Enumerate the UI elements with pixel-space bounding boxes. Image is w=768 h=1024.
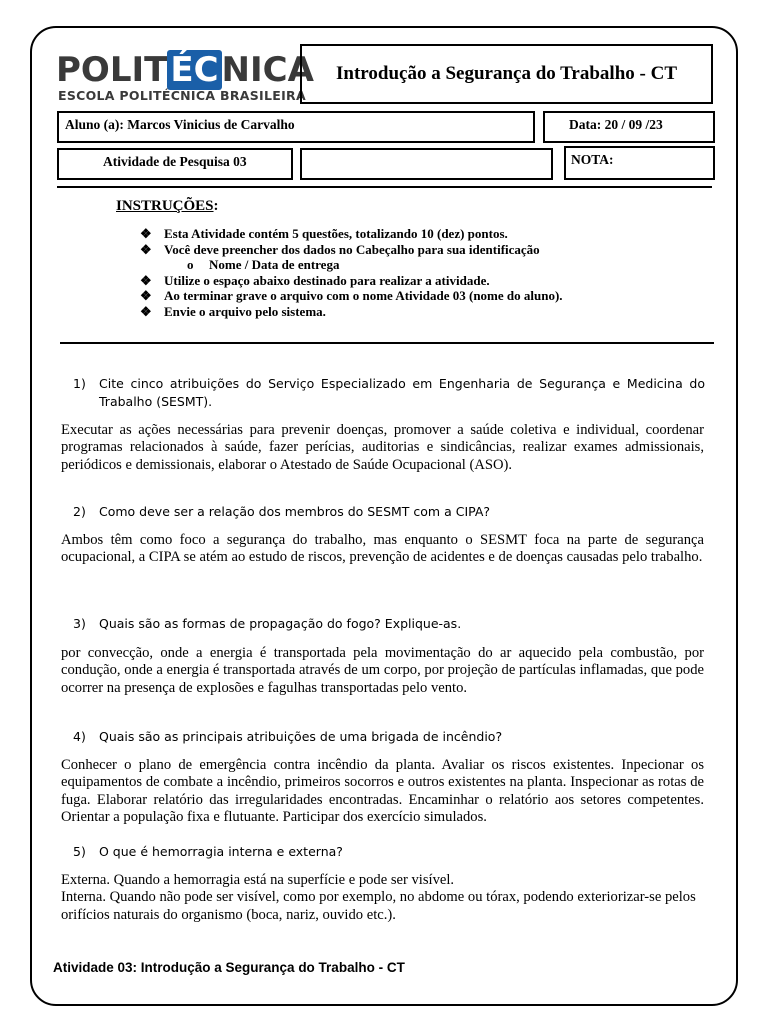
answer-line: Externa. Quando a hemorragia está na superfície e pode ser visível. [61,872,455,888]
question-4 [73,728,705,746]
answer-4: Conhecer o plano de emergência contra incêndio da planta. Avaliar os riscos existentes. Inpecionar os equipamentos de combate a incêndio, primeiros socorros e outros existentes na planta. Inspecionar as rotas de fuga. Elaborar relatório das irregularidades encontradas. Encaminhar o relatório aos setores competentes. Orientar a população fixa e flutuante. Participar dos exercício simulados. [61,757,704,826]
question-text: Como deve ser a relação dos membros do SESMT com a CIPA? [99,504,491,519]
question-number: 3) [73,616,86,631]
circle-bullet-icon: o [187,257,194,273]
question-number: 2) [73,504,86,519]
list-item: ❖ Utilize o espaço abaixo destinado para realizar a atividade. [140,272,490,288]
list-item: ❖ Ao terminar grave o arquivo com o nome Atividade 03 (nome do aluno). [140,288,563,304]
answer-5 [61,872,704,924]
logo-wordmark: POLITÉCNICA [56,50,314,90]
divider-bottom [60,342,714,344]
diamond-bullet-icon: ❖ [140,272,152,288]
question-text: Quais são as principais atribuições de uma brigada de incêndio? [99,729,503,744]
list-item: ❖ Você deve preencher dos dados no Cabeçalho para sua identificação [140,241,540,257]
list-subitem: o Nome / Data de entrega [187,257,340,273]
question-number: 4) [73,729,86,744]
activity-label: Atividade de Pesquisa 03 [57,148,293,180]
question-5 [73,843,705,861]
logo-subtitle: ESCOLA POLITÉCNICA BRASILEIRA [58,88,306,103]
list-item: ❖ Esta Atividade contém 5 questões, totalizando 10 (dez) pontos. [140,226,508,241]
date-field: Data: 20 / 09 /23 [543,111,715,143]
document-title: Introdução a Segurança do Trabalho - CT [300,44,713,104]
question-text: Quais são as formas de propagação do fogo? Explique-as. [99,616,462,631]
instructions-list [140,226,563,320]
question-text: Cite cinco atribuições do Serviço Especializado em Engenharia de Segurança e Medicina do Trabalho (SESMT). [99,376,705,409]
answer-3: por convecção, onde a energia é transportada pela movimentação do ar aquecido pela combustão, por condução, onde a energia é transportada através de um corpo, por projeção de partículas inflamadas, que pode ocorrer na presença de explosões e fagulhas transportadas pelo vento. [61,645,704,696]
diamond-bullet-icon: ❖ [140,226,152,241]
page-footer: Atividade 03: Introdução a Segurança do Trabalho - CT [53,960,405,975]
question-number: 1) [73,376,86,391]
question-number: 5) [73,844,86,859]
list-item: ❖ Envie o arquivo pelo sistema. [140,303,326,319]
diamond-bullet-icon: ❖ [140,288,152,304]
blank-field [300,148,553,180]
question-2 [73,503,705,521]
answer-line: Interna. Quando não pode ser visível, como por exemplo, no abdome ou tórax, podendo exteriorizar-se pelos orifícios naturais do organismo (boca, nariz, ouvido etc.). [61,889,696,923]
question-text: O que é hemorragia interna e externa? [99,844,343,859]
politecnica-logo [56,50,314,106]
answer-1: Executar as ações necessárias para prevenir doenças, promover a saúde coletiva e individual, coordenar programas relacionados à saúde, fazer perícias, auditorias e sindicâncias, realizar exames admissionais, periódicos e demissionais, elaborar o Atestado de Saúde Ocupacional (ASO). [61,422,704,473]
question-1 [73,375,705,411]
answer-2: Ambos têm como foco a segurança do trabalho, mas enquanto o SESMT foca na parte de segurança ocupacional, a CIPA se atém ao estudo de riscos, prevenção de acidentes e de doenças causadas pelo trabalho. [61,532,704,566]
grade-field: NOTA: [564,146,715,180]
divider-top [57,186,712,188]
diamond-bullet-icon: ❖ [140,303,152,319]
instructions-title: INSTRUÇÕES: [116,198,219,214]
diamond-bullet-icon: ❖ [140,241,152,257]
question-3 [73,615,705,633]
student-name-field: Aluno (a): Marcos Vinicius de Carvalho [57,111,535,143]
